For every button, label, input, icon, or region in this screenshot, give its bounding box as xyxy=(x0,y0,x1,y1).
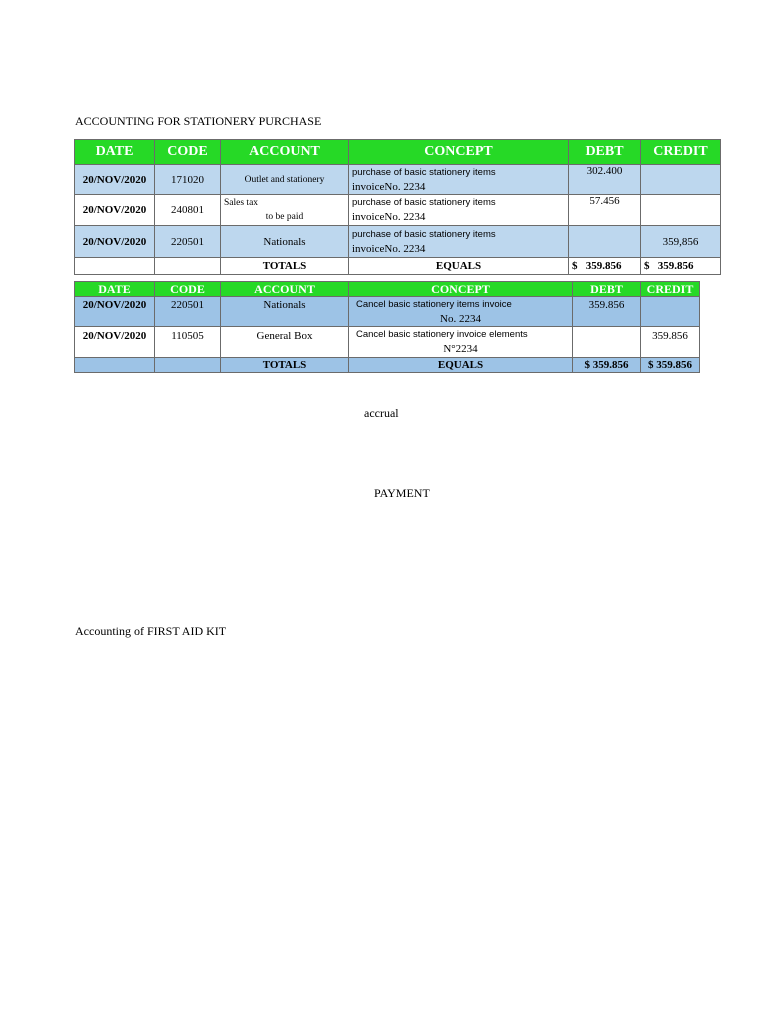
section-title-stationery: ACCOUNTING FOR STATIONERY PURCHASE xyxy=(75,114,322,128)
table-header-row xyxy=(75,282,700,297)
total-debt: $ 359.856 xyxy=(569,258,641,275)
stationery-purchase-table xyxy=(74,139,721,275)
header-debt: DEBT xyxy=(573,282,641,297)
payment-label: PAYMENT xyxy=(374,486,430,500)
totals-label: TOTALS xyxy=(221,258,349,275)
cell-account xyxy=(221,195,349,226)
header-code: CODE xyxy=(155,140,221,165)
totals-label: TOTALS xyxy=(221,358,349,373)
cell-concept xyxy=(349,165,569,195)
concept-invoice: invoiceNo. 2234 xyxy=(352,211,426,223)
totals-row xyxy=(75,358,700,373)
cell-credit xyxy=(641,195,721,226)
total-credit: $ 359.856 xyxy=(641,358,700,373)
header-date: DATE xyxy=(75,282,155,297)
section-title-first-aid: Accounting of FIRST AID KIT xyxy=(75,624,227,638)
cell-empty xyxy=(75,258,155,275)
concept-line: Cancel basic stationery invoice elements xyxy=(356,329,528,340)
cell-empty xyxy=(155,258,221,275)
account-line: Sales tax xyxy=(224,198,259,208)
total-credit: $ 359.856 xyxy=(641,258,721,275)
header-concept: CONCEPT xyxy=(349,282,573,297)
table-header-row xyxy=(75,140,721,165)
cell-date: 20/NOV/2020 xyxy=(75,195,155,226)
account-line: Outlet and stationery xyxy=(244,174,325,185)
cell-debt xyxy=(569,226,641,258)
header-debt: DEBT xyxy=(569,140,641,165)
cell-concept xyxy=(349,297,573,327)
header-concept: CONCEPT xyxy=(349,140,569,165)
cell-code: 220501 xyxy=(155,226,221,258)
concept-line: purchase of basic stationery items xyxy=(352,228,496,240)
table-row xyxy=(75,297,700,327)
cell-date: 20/NOV/2020 xyxy=(75,327,155,358)
concept-invoice: No. 2234 xyxy=(440,312,481,325)
table-row xyxy=(75,165,721,195)
cell-code: 240801 xyxy=(155,195,221,226)
account-line: Nationals xyxy=(263,235,306,248)
cell-concept xyxy=(349,226,569,258)
cell-empty xyxy=(155,358,221,373)
account-line-2: to be paid xyxy=(265,212,304,222)
concept-line: purchase of basic stationery items xyxy=(352,197,496,208)
cell-debt xyxy=(573,327,641,358)
cell-account xyxy=(221,165,349,195)
table-row xyxy=(75,327,700,358)
concept-line: Cancel basic stationery items invoice xyxy=(356,298,512,310)
cell-debt: 302.400 xyxy=(569,165,641,195)
cell-account xyxy=(221,226,349,258)
cell-concept xyxy=(349,195,569,226)
cell-credit xyxy=(641,297,700,327)
cell-empty xyxy=(75,358,155,373)
header-date: DATE xyxy=(75,140,155,165)
cell-code: 171020 xyxy=(155,165,221,195)
totals-row xyxy=(75,258,721,275)
header-code: CODE xyxy=(155,282,221,297)
header-credit: CREDIT xyxy=(641,282,700,297)
concept-invoice: N°2234 xyxy=(443,343,478,355)
cell-code: 220501 xyxy=(155,297,221,327)
table-row xyxy=(75,226,721,258)
header-credit: CREDIT xyxy=(641,140,721,165)
header-account: ACCOUNT xyxy=(221,282,349,297)
cell-account: General Box xyxy=(221,327,349,358)
cell-date: 20/NOV/2020 xyxy=(75,226,155,258)
concept-invoice: invoiceNo. 2234 xyxy=(352,180,426,193)
cell-debt: 57.456 xyxy=(569,195,641,226)
stationery-payment-table xyxy=(74,281,700,373)
cell-date: 20/NOV/2020 xyxy=(75,165,155,195)
cell-credit: 359.856 xyxy=(641,327,700,358)
cell-account: Nationals xyxy=(221,297,349,327)
concept-line: purchase of basic stationery items xyxy=(352,166,496,178)
total-debt: $ 359.856 xyxy=(573,358,641,373)
equals-label: EQUALS xyxy=(349,258,569,275)
accrual-label: accrual xyxy=(364,406,399,420)
cell-credit xyxy=(641,165,721,195)
table-row xyxy=(75,195,721,226)
concept-invoice: invoiceNo. 2234 xyxy=(352,242,426,255)
cell-debt: 359.856 xyxy=(573,297,641,327)
cell-date: 20/NOV/2020 xyxy=(75,297,155,327)
cell-credit: 359,856 xyxy=(641,226,721,258)
cell-code: 110505 xyxy=(155,327,221,358)
equals-label: EQUALS xyxy=(349,358,573,373)
header-account: ACCOUNT xyxy=(221,140,349,165)
cell-concept xyxy=(349,327,573,358)
